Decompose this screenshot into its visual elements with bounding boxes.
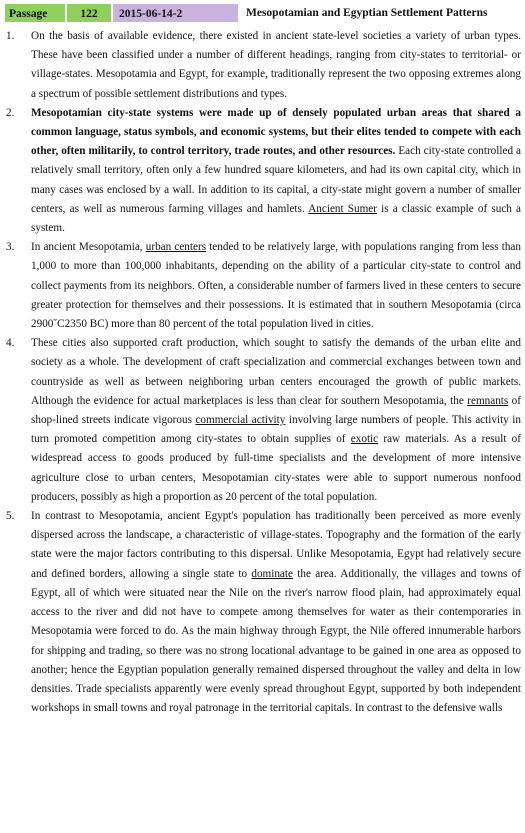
passage-date: 2015-06-14-2 bbox=[112, 3, 239, 23]
paragraph-list bbox=[4, 27, 521, 718]
paragraph-3 bbox=[4, 238, 521, 334]
passage-header bbox=[4, 2, 521, 24]
underlined-term: urban centers bbox=[145, 241, 207, 254]
passage-number: 122 bbox=[66, 3, 112, 23]
underlined-term: commercial activity bbox=[195, 414, 286, 427]
paragraph-1 bbox=[4, 27, 521, 104]
paragraph-number: 5. bbox=[6, 510, 15, 523]
underlined-term: remnants bbox=[467, 394, 509, 407]
highlighted-sentence: Mesopotamian city-state systems were made up of densely populated urban areas that shared a common language, status symbols, and economic systems, but their elites tended to compete with each other, often militarily, to control territory, trade routes, and other resources. bbox=[31, 106, 521, 158]
text-segment: In ancient Mesopotamia, bbox=[31, 241, 146, 254]
paragraph-text bbox=[31, 337, 521, 503]
text-segment: of shop-lined streets indicate vigorous bbox=[31, 394, 521, 427]
text-segment: raw materials. As a result of widespread access to goods produced by full-time specialists and the development of more intensive agriculture close to urban centers, Mesopotamian city-states were able to support numerous nonfood producers, possibly as high a proportion as 20 percent of the total population. bbox=[31, 433, 521, 503]
paragraph-number: 4. bbox=[6, 337, 15, 350]
paragraph-text bbox=[31, 510, 521, 714]
passage-title: Mesopotamian and Egyptian Settlement Patterns bbox=[246, 7, 488, 19]
paragraph-number: 1. bbox=[6, 30, 15, 42]
text-segment: is a classic example of such a system. bbox=[31, 202, 522, 235]
text-segment: Each city-state controlled a relatively small territory, often only a few hundred square kilometers, and had its own capital city, which in many cases was enclosed by a wall. In addition to its capital, a city-state might govern a number of smaller centers, as well as numerous farming villages and hamlets. bbox=[31, 145, 521, 215]
paragraph-text bbox=[31, 30, 521, 100]
paragraph-number: 3. bbox=[6, 241, 15, 254]
passage-label: Passage bbox=[4, 3, 66, 23]
paragraph-number: 2. bbox=[6, 106, 15, 119]
underlined-term: dominate bbox=[251, 567, 293, 580]
text-segment: In contrast to Mesopotamia, ancient Egypt's population has traditionally been perceived as more evenly dispersed across the landscape, a characteristic of village-states. Topography and the formation of the early state were the major factors contributing to this dispersal. Unlike Mesopotamia, Egypt had relatively secure and defined borders, allowing a single state to bbox=[31, 510, 521, 580]
paragraph-text bbox=[31, 241, 521, 330]
text-segment: involving large numbers of people. This activity in turn promoted competition among city-states to obtain supplies of bbox=[31, 414, 521, 446]
paragraph-text bbox=[31, 107, 521, 234]
underlined-term: Ancient Sumer bbox=[308, 202, 377, 215]
text-segment: tended to be relatively large, with populations ranging from less than 1,000 to more than 100,000 inhabitants, depending on the ability of a particular city-state to control and collect payments from its neighbors. Often, a considerable number of farmers lived in these centers to secure greater protection for themselves and their possessions. It is estimated that in southern Mesopotamia (circa 2900˘C2350 BC) more than 80 percent of the total population lived in cities. bbox=[31, 241, 521, 331]
text-segment: These cities also supported craft production, which sought to satisfy the demands of the urban elite and society as a whole. The development of craft specialization and commercial exchanges between town and countryside as well as between neighboring urban centers encouraged the growth of public markets. Although the evidence for actual marketplaces is less than clear for southern Mesopotamia, the bbox=[31, 337, 521, 407]
paragraph-4 bbox=[4, 334, 521, 507]
paragraph-5 bbox=[4, 507, 521, 718]
text-segment: On the basis of available evidence, there existed in ancient state-level societies a variety of urban types. These have been classified under a number of different headings, ranging from city-states to territorial- or village-states. Mesopotamia and Egypt, for example, traditionally represent the two opposing extremes along a spectrum of possible settlement distributions and types. bbox=[31, 30, 521, 100]
paragraph-2 bbox=[4, 104, 521, 238]
underlined-term: exotic bbox=[350, 433, 379, 446]
text-segment: the area. Additionally, the villages and towns of Egypt, all of which were situated near the Nile on the river's narrow flood plain, had approximately equal access to the river and did not have to compete among themselves for water as their contemporaries in Mesopotamia were forced to do. As the main highway through Egypt, the Nile offered innumerable harbors for shipping and trading, so there was no strong locational advantage to be gained in one area as opposed to another; hence the Egyptian population generally remained dispersed throughout the valley and delta in low densities. Trade specialists apparently were evenly spread throughout Egypt, supported by both independent workshops in small towns and royal patronage in the territorial capitals. In contrast to the defensive walls bbox=[31, 567, 521, 715]
